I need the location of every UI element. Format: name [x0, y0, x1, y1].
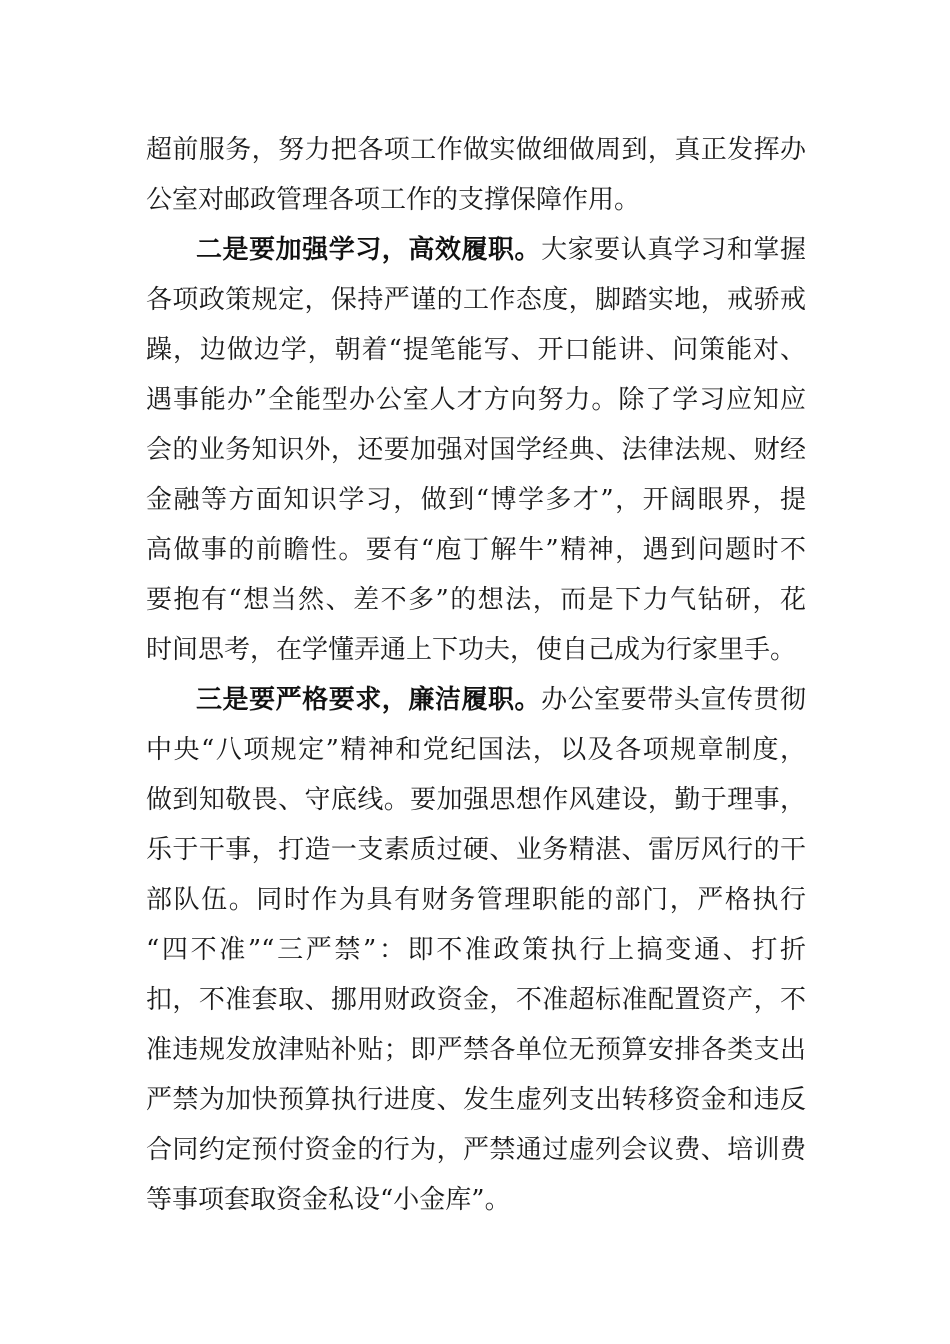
paragraph2-heading: 二是要加强学习，高效履职。	[196, 235, 542, 265]
paragraph3-line: 严禁为加快预算执行进度、发生虚列支出转移资金和违反	[146, 1085, 806, 1115]
paragraph2-line: 时间思考，在学懂弄通上下功夫，使自己成为行家里手。	[146, 635, 797, 665]
paragraph3-line: 乐于干事，打造一支素质过硬、业务精湛、雷厉风行的干	[146, 835, 806, 865]
paragraph3-first-line-rest: 办公室要带头宣传贯彻	[541, 685, 806, 715]
paragraph3-line: 合同约定预付资金的行为，严禁通过虚列会议费、培训费	[146, 1135, 806, 1165]
paragraph2-line: 遇事能办”全能型办公室人才方向努力。除了学习应知应	[146, 385, 806, 415]
paragraph2-first-line-rest: 大家要认真学习和掌握	[541, 235, 806, 265]
paragraph2-line: 高做事的前瞻性。要有“庖丁解牛”精神，遇到问题时不	[146, 535, 806, 565]
paragraph3-heading: 三是要严格要求，廉洁履职。	[196, 685, 542, 715]
paragraph2-line: 金融等方面知识学习，做到“博学多才”，开阔眼界，提	[146, 485, 806, 515]
paragraph2-line: 要抱有“想当然、差不多”的想法，而是下力气钻研，花	[146, 585, 806, 615]
paragraph3-first-line	[196, 682, 806, 718]
paragraph2-line: 躁，边做边学，朝着“提笔能写、开口能讲、问策能对、	[146, 335, 806, 365]
paragraph1-line: 超前服务，努力把各项工作做实做细做周到，真正发挥办	[146, 135, 806, 165]
paragraph3-line: 等事项套取资金私设“小金库”。	[146, 1185, 511, 1215]
paragraph3-line: 中央“八项规定”精神和党纪国法，以及各项规章制度，	[146, 735, 806, 765]
paragraph2-line: 会的业务知识外，还要加强对国学经典、法律法规、财经	[146, 435, 806, 465]
paragraph1-line: 公室对邮政管理各项工作的支撑保障作用。	[146, 185, 641, 215]
paragraph3-line: “四不准”“三严禁”：即不准政策执行上搞变通、打折	[146, 935, 806, 965]
paragraph2-first-line	[196, 232, 806, 268]
paragraph3-line: 扣，不准套取、挪用财政资金，不准超标准配置资产，不	[146, 985, 806, 1015]
paragraph3-line: 做到知敬畏、守底线。要加强思想作风建设，勤于理事，	[146, 785, 806, 815]
paragraph3-line: 准违规发放津贴补贴；即严禁各单位无预算安排各类支出	[146, 1035, 806, 1065]
paragraph3-line: 部队伍。同时作为具有财务管理职能的部门，严格执行	[146, 885, 806, 915]
paragraph2-line: 各项政策规定，保持严谨的工作态度，脚踏实地，戒骄戒	[146, 285, 806, 315]
